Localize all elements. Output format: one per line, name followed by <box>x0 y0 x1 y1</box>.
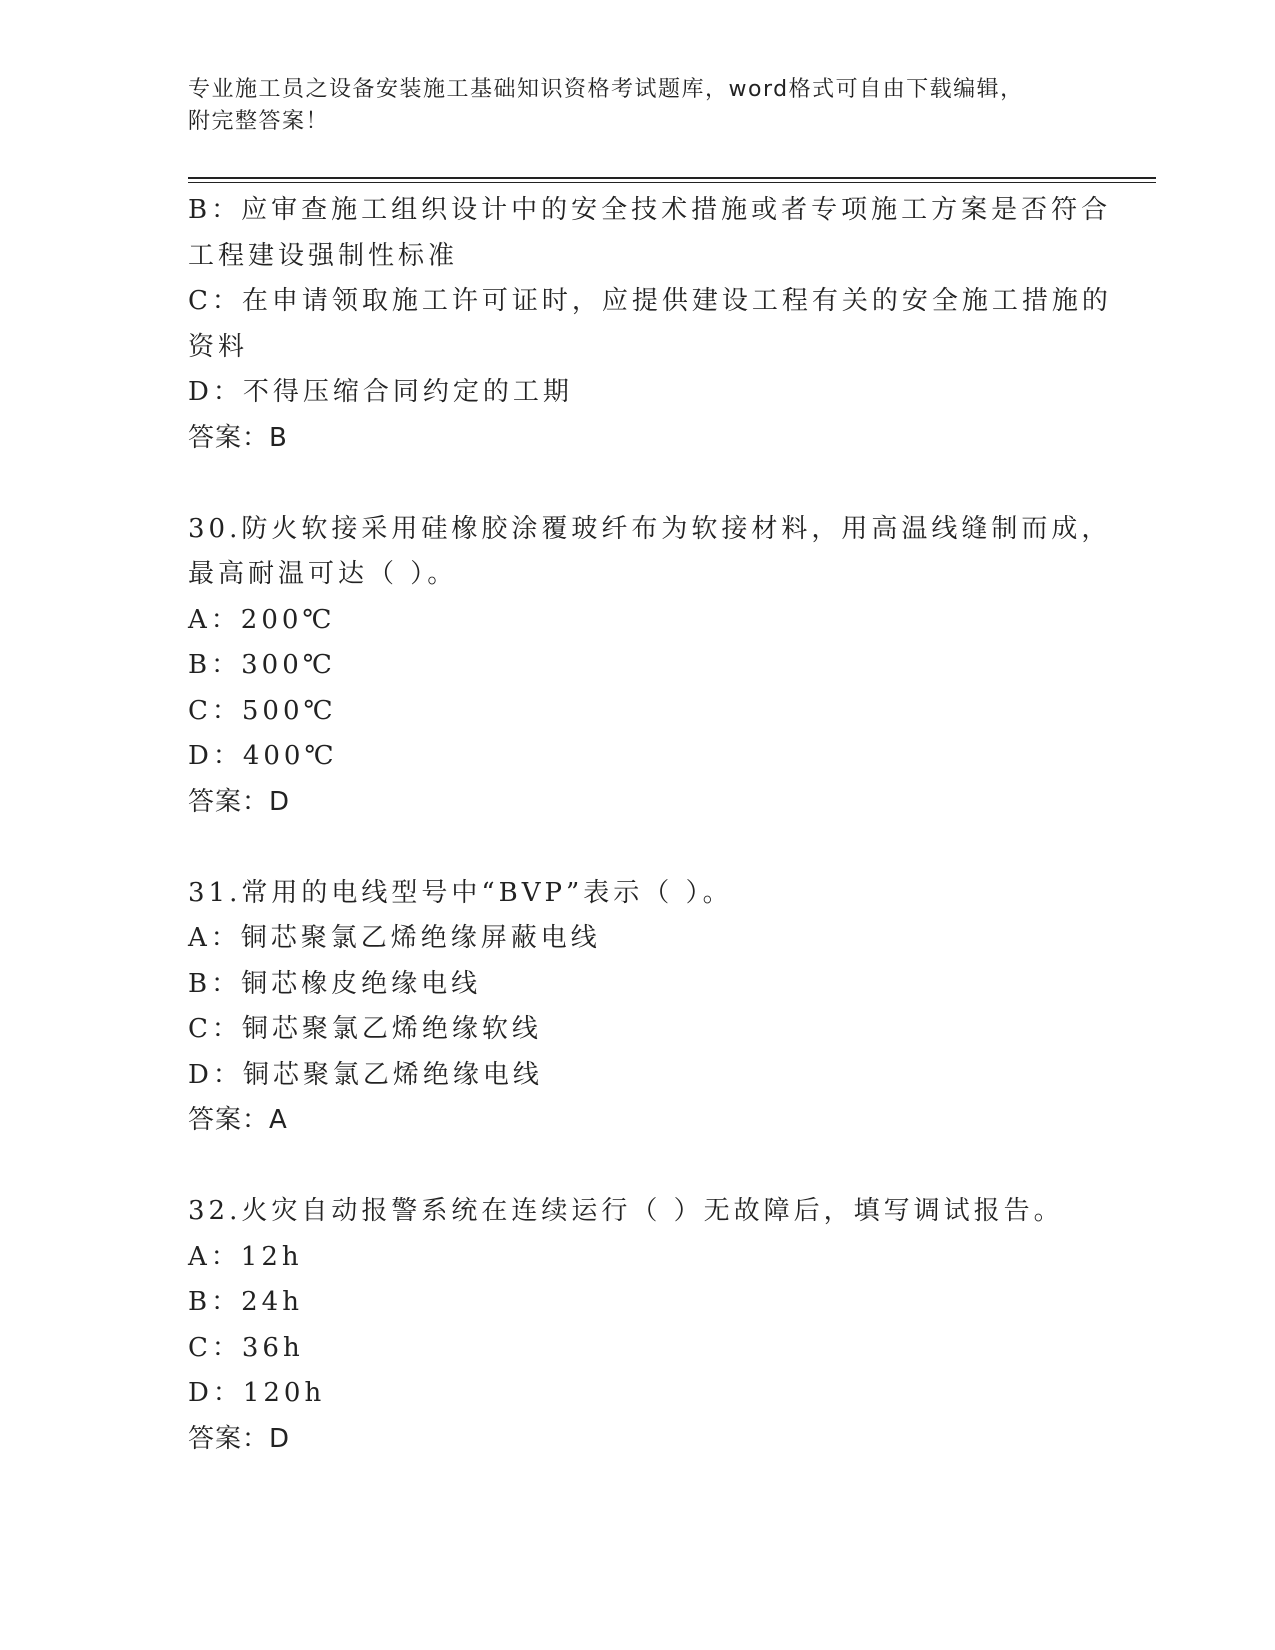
option-b: B：铜芯橡皮绝缘电线 <box>188 968 482 999</box>
option-c: C：500℃ <box>188 695 337 726</box>
option-c-line-1: C：在申请领取施工许可证时，应提供建设工程有关的安全施工措施的 <box>188 286 1112 316</box>
option-a: A：200℃ <box>188 604 336 635</box>
header-line-2: 附完整答案！ <box>188 109 330 134</box>
answer: 答案：D <box>188 1423 291 1454</box>
option-d: D：120h <box>188 1378 326 1408</box>
option-a: A：12h <box>188 1241 303 1272</box>
header-divider-thin <box>188 182 1156 183</box>
question-stem-line-2: 最高耐温可达（ ）。 <box>188 559 458 589</box>
option-c: C：36h <box>188 1332 304 1363</box>
spacer <box>188 825 1088 871</box>
option-d: D：铜芯聚氯乙烯绝缘电线 <box>188 1059 543 1090</box>
option-d: D：400℃ <box>188 741 338 771</box>
option-b: B：24h <box>188 1287 303 1317</box>
header-line-1: 专业施工员之设备安装施工基础知识资格考试题库，word格式可自由下载编辑， <box>188 77 1024 102</box>
option-d: D：不得压缩合同约定的工期 <box>188 377 573 407</box>
option-a: A：铜芯聚氯乙烯绝缘屏蔽电线 <box>188 923 601 953</box>
spacer <box>188 461 1088 507</box>
answer: 答案：D <box>188 786 291 817</box>
question-block-30 <box>188 507 1112 826</box>
question-list <box>188 188 1112 1462</box>
question-stem: 32.火灾自动报警系统在连续运行（ ）无故障后，填写调试报告。 <box>188 1196 1064 1226</box>
answer: 答案：B <box>188 422 288 453</box>
answer: 答案：A <box>188 1105 288 1135</box>
question-block-31 <box>188 871 1088 1144</box>
page-header <box>188 74 1088 138</box>
spacer <box>188 1144 1088 1190</box>
option-b: B：300℃ <box>188 650 336 680</box>
question-block-prev <box>188 188 1112 461</box>
question-stem-line-1: 30.防火软接采用硅橡胶涂覆玻纤布为软接材料，用高温线缝制而成， <box>188 513 1112 544</box>
option-c: C：铜芯聚氯乙烯绝缘软线 <box>188 1014 542 1044</box>
header-divider-thick <box>188 177 1156 179</box>
option-b-line-1: B：应审查施工组织设计中的安全技术措施或者专项施工方案是否符合 <box>188 195 1112 225</box>
option-b-line-2: 工程建设强制性标准 <box>188 240 459 271</box>
option-c-line-2: 资料 <box>188 331 249 362</box>
question-block-32 <box>188 1189 1088 1462</box>
question-stem: 31.常用的电线型号中“BVP”表示（ ）。 <box>188 877 733 908</box>
